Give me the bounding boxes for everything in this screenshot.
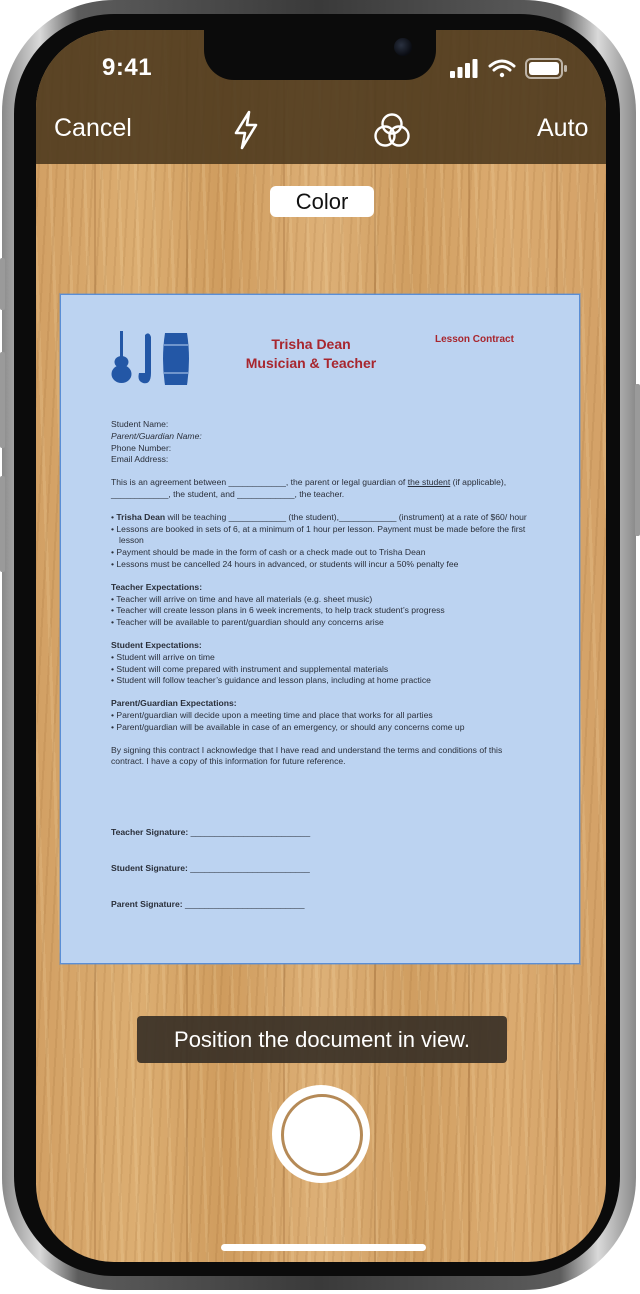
cancel-button[interactable]: Cancel <box>54 114 132 142</box>
field-parent-name: Parent/Guardian Name: <box>111 430 202 441</box>
parent-heading: Parent/Guardian Expectations: <box>111 698 237 709</box>
shutter-button[interactable] <box>272 1085 370 1183</box>
document-body <box>111 419 531 768</box>
silent-switch <box>0 258 5 310</box>
term-item: • Payment should be made in the form of cash or a check made out to Trisha Dean <box>111 547 426 558</box>
side-power-button <box>635 384 640 536</box>
status-time: 9:41 <box>102 54 153 81</box>
parent-item: • Parent/guardian will decide upon a meeting time and place that works for all parties <box>111 709 433 720</box>
instruments-logo-icon <box>109 329 193 389</box>
filters-icon[interactable] <box>373 112 411 150</box>
dynamic-notch <box>204 30 436 80</box>
teacher-item: • Teacher will create lesson plans in 6 week increments, to help track student’s progress <box>111 605 445 616</box>
battery-icon <box>526 59 567 78</box>
student-item: • Student will follow teacher’s guidance and lesson plans, including at home practice <box>111 675 431 686</box>
wifi-icon <box>490 61 514 77</box>
position-hint-toast: Position the document in view. <box>137 1016 507 1063</box>
shutter-ring-icon <box>281 1094 363 1176</box>
cellular-signal-icon <box>450 59 478 78</box>
volume-up-button <box>0 352 5 448</box>
term-item: • Trisha Dean will be teaching ____________ (the student),____________ (instrument) at a rate of $60/ hour <box>111 511 527 522</box>
front-camera-icon <box>394 38 412 56</box>
student-item: • Student will arrive on time <box>111 651 215 662</box>
teacher-item: • Teacher will arrive on time and have all materials (e.g. sheet music) <box>111 593 373 604</box>
field-email: Email Address: <box>111 454 169 465</box>
document-header-right: Lesson Contract <box>435 334 514 345</box>
field-phone: Phone Number: <box>111 442 172 453</box>
status-icons <box>450 57 570 81</box>
term-item: • Lessons must be cancelled 24 hours in advanced, or students will incur a 50% penalty fee <box>111 558 459 569</box>
home-indicator[interactable] <box>221 1244 426 1251</box>
teacher-signature: Teacher Signature: _________________________ <box>111 827 311 837</box>
field-student-name: Student Name: <box>111 419 169 429</box>
student-heading: Student Expectations: <box>111 639 202 650</box>
flash-icon[interactable] <box>232 110 260 150</box>
parent-item: • Parent/guardian will be available in case of an emergency, or should any concerns come up <box>111 721 465 732</box>
camera-screen <box>36 30 606 1262</box>
student-signature: Student Signature: _________________________ <box>111 863 310 873</box>
term-item: • Lessons are booked in sets of 6, at a minimum of 1 hour per lesson. Payment must be made before the first lesson <box>111 523 526 546</box>
teacher-item: • Teacher will be available to parent/guardian should any concerns arise <box>111 617 384 628</box>
parent-signature: Parent Signature: _________________________ <box>111 899 305 909</box>
volume-down-button <box>0 476 5 572</box>
closing-paragraph: By signing this contract I acknowledge that I have read and understand the terms and conditions of this contract. I have a copy of this information for future reference. <box>111 744 503 767</box>
detected-document <box>60 294 580 964</box>
auto-capture-button[interactable]: Auto <box>537 114 589 142</box>
document-title: Trisha Dean Musician & Teacher <box>245 336 377 371</box>
intro-paragraph: This is an agreement between ____________, the parent or legal guardian of the student (if applicable), ____________, the student, and ____________, the teacher. <box>111 477 507 499</box>
filter-mode-pill[interactable]: Color <box>270 186 374 217</box>
student-item: • Student will come prepared with instrument and supplemental materials <box>111 663 389 674</box>
teacher-heading: Teacher Expectations: <box>111 581 203 592</box>
